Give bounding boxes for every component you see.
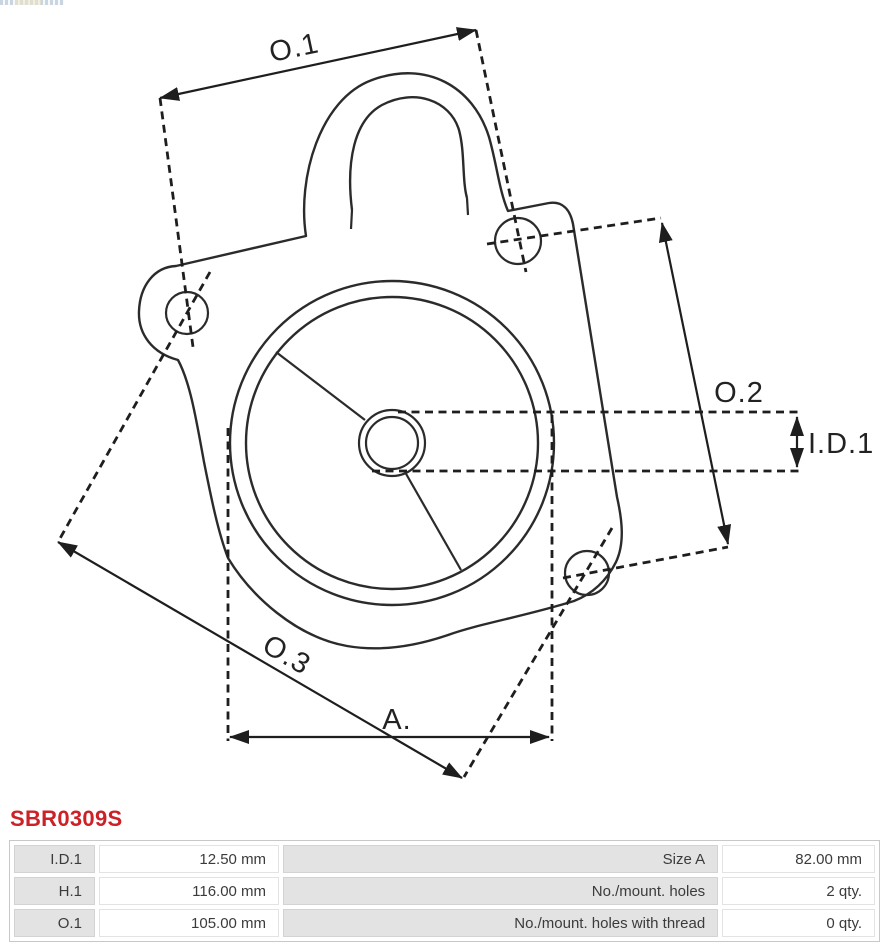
spec-table-row (14, 877, 875, 905)
spec-value-cell: 116.00 mm (99, 877, 279, 905)
ear-inner-loop (350, 97, 467, 210)
ext-o3-left (58, 272, 210, 542)
spec-value-cell: 0 qty. (722, 909, 875, 937)
spec-label-cell: I.D.1 (14, 845, 95, 873)
dim-line-o1 (160, 30, 476, 98)
outer-circle (230, 281, 554, 605)
spec-table-row (14, 909, 875, 937)
hub-inner-circle (366, 417, 418, 469)
mount-hole-bottom-right (565, 551, 609, 595)
spec-label-cell: O.1 (14, 909, 95, 937)
spec-table (9, 840, 880, 942)
ear-slot-right (467, 198, 468, 215)
spec-label-cell: No./mount. holes with thread (283, 909, 718, 937)
spec-label-cell: No./mount. holes (283, 877, 718, 905)
spec-table-row (14, 845, 875, 873)
spec-value-cell: 12.50 mm (99, 845, 279, 873)
dim-label-id1: I.D.1 (808, 428, 875, 460)
ear-slot-left (351, 210, 352, 229)
spec-label-cell: H.1 (14, 877, 95, 905)
plate-outline (139, 73, 622, 648)
spec-value-cell: 82.00 mm (722, 845, 875, 873)
sector-line-lower (405, 472, 461, 570)
ext-o2-top (487, 218, 661, 244)
hub-outer-circle (359, 410, 425, 476)
dim-label-o2: O.2 (714, 377, 764, 409)
dim-label-a: A. (382, 704, 412, 736)
part-number-title: SBR0309S (10, 806, 123, 831)
dim-label-o3: O.3 (256, 628, 317, 682)
dim-line-o3 (58, 542, 462, 778)
inner-rim-circle (246, 297, 538, 589)
ext-o3-right (464, 528, 612, 777)
spec-value-cell: 2 qty. (722, 877, 875, 905)
ext-o1-right (476, 30, 526, 272)
dim-label-o1: O.1 (266, 27, 322, 70)
spec-label-cell: Size A (283, 845, 718, 873)
spec-value-cell: 105.00 mm (99, 909, 279, 937)
sector-line-upper (276, 352, 365, 420)
